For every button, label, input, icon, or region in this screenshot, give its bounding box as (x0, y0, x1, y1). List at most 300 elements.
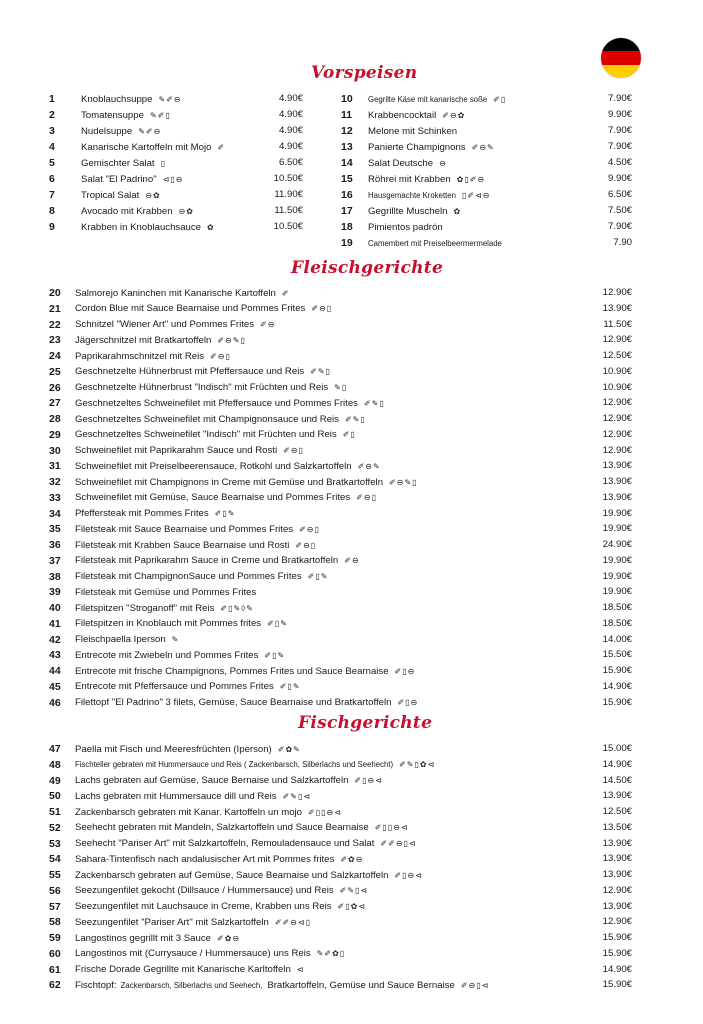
menu-item-price: 7.90 (613, 237, 632, 248)
menu-item-price: 13.90€ (602, 476, 632, 487)
menu-item (49, 141, 225, 153)
menu-item-price: 14.90€ (602, 680, 632, 692)
menu-item-price: 13.90€ (602, 900, 632, 912)
menu-item-name: Zackenbarsch gebraten auf Gemüse, Sauce Bearnaise und Salzkartoffeln (75, 869, 389, 881)
menu-item-name: Fischtopf: (75, 979, 117, 991)
menu-item-price: 6.50€ (278, 157, 303, 168)
menu-item (49, 901, 366, 913)
flag-stripe-gold (601, 65, 641, 78)
menu-item (49, 665, 415, 677)
menu-item-name: Entrecote mit Zwiebeln und Pommes Frites (75, 649, 259, 661)
menu-item-price: 15.90€ (602, 665, 632, 676)
menu-item-number: 40 (49, 602, 61, 614)
menu-item-number: 7 (49, 189, 55, 201)
menu-item-number: 13 (341, 141, 353, 153)
menu-item-price: 13.90€ (602, 460, 632, 472)
menu-item-price: 7.50€ (607, 205, 632, 216)
menu-item-price: 19.90€ (602, 523, 632, 535)
menu-item (341, 93, 506, 105)
allergen-icons: ✐ (281, 288, 290, 298)
allergen-icons: ✎✐✿▯ (316, 949, 346, 959)
menu-item-number: 62 (49, 979, 61, 992)
menu-item-price: 13.90€ (602, 837, 632, 849)
allergen-icons: ✐✿⊖ (217, 933, 241, 943)
menu-item-number: 24 (49, 350, 61, 362)
menu-item (49, 303, 332, 315)
menu-item-price: 19.90€ (602, 507, 632, 519)
menu-item-name: Pfeffersteak mit Pommes Frites (75, 508, 209, 519)
allergen-icons: ✐⊖▯⊲ (460, 980, 490, 990)
menu-item (49, 157, 166, 169)
menu-item-number: 51 (49, 806, 61, 818)
allergen-icons: ✐⊖ (344, 556, 360, 566)
menu-item (49, 287, 290, 299)
menu-item-number: 56 (49, 884, 61, 897)
menu-item-price: 7.90€ (607, 125, 632, 136)
menu-item-number: 59 (49, 932, 61, 944)
menu-item (49, 697, 418, 709)
menu-item-name: Seehecht "Pariser Art" mit Salzkartoffeln, Remouladensauce und Salat (75, 838, 375, 849)
allergen-icons: ✐✎▯⊲ (282, 791, 312, 801)
menu-item-number: 57 (49, 900, 61, 913)
menu-item (49, 523, 320, 535)
section-title-vorspeisen: Vorspeisen (311, 63, 418, 83)
menu-item-number: 50 (49, 790, 61, 803)
menu-item-name: Tropical Salat (81, 189, 140, 201)
menu-item (49, 460, 381, 472)
allergen-icons: ✐▯⊖⊲ (394, 870, 423, 880)
menu-item-price: 4.90€ (278, 93, 303, 104)
menu-item-number: 35 (49, 523, 61, 536)
allergen-icons: ▯ (160, 158, 166, 168)
allergen-icons: ✐✐⊖▯⊲ (380, 839, 417, 848)
allergen-icons: ✐✎▯ (310, 367, 331, 377)
menu-item-name: Fischteller gebraten mit Hummersauce und Reis ( Zackenbarsch, Silberlachs und Seehecht) (75, 760, 394, 770)
menu-item-price: 15.90€ (602, 932, 632, 943)
menu-item-name: Seezungenfilet "Pariser Art" mit Salzkartoffeln (75, 916, 269, 928)
menu-item (341, 141, 495, 153)
menu-item-number: 1 (49, 93, 55, 105)
menu-item-number: 39 (49, 586, 61, 599)
menu-item-number: 15 (341, 173, 353, 185)
allergen-icons: ✐⊖▯ (210, 351, 231, 361)
menu-item-price: 13.90€ (602, 869, 632, 880)
menu-item-price: 7.90€ (607, 221, 632, 232)
menu-item-number: 28 (49, 413, 61, 425)
menu-item-number: 27 (49, 397, 61, 410)
menu-item (49, 539, 316, 551)
menu-item-name: Nudelsuppe (81, 125, 133, 137)
allergen-icons: ✐⊖✎▯ (217, 335, 246, 345)
menu-item (49, 948, 345, 960)
allergen-icons: ▯✐⊲⊖ (461, 190, 491, 200)
menu-item (49, 189, 161, 201)
menu-item-number: 20 (49, 287, 61, 299)
menu-item (49, 806, 342, 818)
menu-item (49, 125, 161, 137)
menu-item-name: Avocado mit Krabben (81, 205, 173, 217)
menu-item-number: 44 (49, 665, 61, 677)
menu-item-price: 12.90€ (602, 444, 632, 456)
menu-item-price: 7.90€ (607, 93, 632, 104)
allergen-icons: ✐⊖▯ (356, 493, 377, 503)
menu-item-name: Langostinos mit (Currysauce / Hummersauce) uns Reis (75, 948, 311, 960)
menu-item-number: 33 (49, 491, 61, 504)
menu-item-name: Gegrillte Muscheln (368, 205, 448, 217)
menu-item-name: Paprikarahmschnitzel mit Reis (75, 350, 205, 362)
menu-item-name: Geschnetzeltes Schweinefilet mit Champignonsauce und Reis (75, 413, 339, 425)
menu-item-number: 14 (341, 157, 353, 169)
menu-item (341, 109, 465, 121)
menu-item-name: Filetsteak mit Krabben Sauce Bearnaise und Rosti (75, 539, 290, 551)
menu-item-price: 18.50€ (602, 617, 632, 629)
allergen-icons: ✐⊖✿ (442, 110, 466, 120)
menu-item-name: Langostinos gegrillt mit 3 Sauce (75, 932, 211, 944)
menu-item-number: 11 (341, 109, 353, 121)
menu-item-number: 47 (49, 743, 61, 755)
allergen-icons: ✐▯⊖⊲ (354, 776, 383, 785)
menu-item (49, 205, 194, 217)
menu-item-name: Cordon Blue mit Sauce Bearnaise und Pommes Frites (75, 303, 306, 315)
menu-item-name: Schweinefilet mit Gemüse, Sauce Bearnaise und Pommes Frites (75, 492, 351, 504)
menu-item-name: Salat "El Padrino" (81, 173, 157, 185)
menu-item-name: Geschnetzeltes Schweinefilet mit Pfeffersauce und Pommes Frites (75, 397, 358, 409)
menu-item-number: 41 (49, 617, 61, 630)
menu-item (341, 125, 457, 137)
menu-item-price: 14.50€ (602, 774, 632, 786)
flag-stripe-black (601, 38, 641, 51)
menu-item-number: 60 (49, 947, 61, 960)
allergen-icons: ✐✎▯✿⊲ (399, 760, 436, 770)
menu-item-price: 12.90€ (602, 397, 632, 409)
menu-item-number: 49 (49, 774, 61, 787)
menu-item-price: 13.90€ (602, 302, 632, 314)
menu-item-number: 21 (49, 302, 61, 315)
menu-item-number: 32 (49, 476, 61, 488)
menu-item (49, 932, 240, 944)
menu-item (49, 334, 246, 346)
menu-item-name: Schnitzel "Wiener Art" und Pommes Frites (75, 319, 255, 330)
menu-item-price: 19.90€ (602, 554, 632, 566)
allergen-icons: ✐✎▯ (363, 398, 385, 408)
menu-item-name: Sahara-Tintenfisch nach andalusischer Art mit Pommes frites (75, 853, 335, 865)
menu-item (341, 173, 485, 185)
menu-item (49, 366, 331, 378)
menu-item-number: 10 (341, 93, 353, 105)
menu-item (49, 822, 409, 834)
menu-item-price: 13.50€ (602, 821, 632, 833)
allergen-icons: ⊖✿ (178, 206, 194, 216)
menu-item-name: Filetsteak mit ChampignonSauce und Pommes Frites (75, 571, 302, 582)
menu-item (49, 508, 235, 520)
menu-item (341, 189, 491, 201)
menu-item-price: 13.90€ (602, 790, 632, 802)
menu-item-number: 30 (49, 444, 61, 457)
allergen-icons: ⊖✿ (145, 190, 161, 200)
menu-item-name: Filetspitzen in Knoblauch mit Pommes frites (75, 618, 262, 630)
menu-item-number: 45 (49, 680, 61, 693)
menu-item-price: 10.90€ (602, 381, 632, 393)
menu-item (49, 853, 363, 865)
menu-item (49, 775, 383, 787)
menu-item-name: Tomatensuppe (81, 109, 144, 121)
allergen-icons: ✐✎▯⊲ (339, 886, 369, 896)
german-flag-icon (601, 38, 641, 78)
menu-item-name: Seezungenfilet mit Lauchsauce in Creme, Krabben uns Reis (75, 901, 332, 912)
allergen-icons: ✎▯ (334, 383, 348, 392)
allergen-icons: ⊖ (439, 158, 447, 168)
menu-item-number: 58 (49, 916, 61, 929)
menu-item (49, 555, 360, 567)
menu-item (49, 838, 417, 850)
menu-item (49, 221, 215, 233)
menu-item (341, 205, 461, 217)
menu-item-price: 12.50€ (602, 350, 632, 361)
allergen-icons: ✐⊖✎ (471, 142, 495, 152)
menu-item-number: 18 (341, 221, 353, 233)
menu-item (49, 109, 171, 121)
menu-item-number: 3 (49, 125, 55, 137)
menu-item-name: Camembert mit Preiselbeermermelade (368, 238, 502, 248)
menu-item-price: 19.90€ (602, 586, 632, 598)
section-title-fleischgerichte: Fleischgerichte (291, 258, 444, 278)
menu-item-number: 19 (341, 237, 353, 249)
menu-item-price: 4.90€ (278, 109, 303, 120)
menu-item-name: Salat Deutsche (368, 157, 434, 169)
allergen-icons: ✐⊖▯ (283, 446, 304, 455)
menu-item-number: 6 (49, 173, 55, 185)
menu-item-price: 7.90€ (607, 141, 632, 152)
menu-item (49, 618, 288, 630)
allergen-icons: ✐▯✎◊✎ (220, 603, 254, 613)
menu-item-name: Filetsteak mit Sauce Bearnaise und Pommes Frites (75, 523, 294, 535)
menu-item (49, 759, 435, 771)
menu-item-price: 10.50€ (273, 173, 303, 184)
allergen-icons: ✐▯✎ (264, 650, 286, 660)
allergen-icons: ✐✐⊖⊲▯ (274, 917, 312, 927)
menu-item-number: 2 (49, 109, 55, 121)
menu-item-name: Gegrilte Käse mit kanarische soße (368, 94, 488, 104)
menu-item-name: Krabben in Knoblauchsauce (81, 221, 202, 233)
menu-item-name: Schweinefilet mit Paprikarahm Sauce und Rosti (75, 445, 278, 456)
menu-item-number: 61 (49, 963, 61, 976)
menu-item-price: 10.90€ (602, 365, 632, 377)
menu-item-number: 52 (49, 821, 61, 834)
menu-item-name: Salmorejo Kaninchen mit Kanarische Kartoffeln (75, 287, 276, 299)
menu-item-number: 55 (49, 869, 61, 881)
menu-item-name: Schweinefilet mit Preiselbeerensauce, Rotkohl und Salzkartoffeln (75, 460, 352, 472)
menu-item (49, 869, 423, 881)
menu-item-price: 14.90€ (602, 758, 632, 770)
menu-item-price: 11.90€ (274, 189, 303, 200)
menu-item-name: Entrecote mit Pfeffersauce und Pommes Frites (75, 681, 274, 693)
menu-item (49, 790, 311, 802)
menu-item-name: Seezungenfilet gekocht (Dillsauce / Hummersauce) und Reis (75, 885, 334, 897)
menu-item-number: 17 (341, 205, 353, 217)
menu-item-name: Seehecht gebraten mit Mandeln, Salzkartoffeln und Sauce Bearnaise (75, 822, 369, 834)
menu-item-price: 4.90€ (278, 125, 303, 136)
menu-item (49, 964, 304, 976)
menu-item-name: Lachs gebraten mit Hummersauce dill und Reis (75, 790, 277, 802)
menu-item-name: Paella mit Fisch und Meeresfrüchten (Iperson) (75, 743, 272, 755)
menu-item-price: 9.90€ (607, 173, 632, 184)
allergen-icons: ✿ (453, 206, 462, 216)
menu-item-price: 4.90€ (278, 141, 303, 152)
menu-item (49, 397, 385, 409)
allergen-icons: ✐▯▯⊖⊲ (308, 807, 342, 817)
menu-item (49, 492, 377, 504)
menu-item-name: Gemischter Salat (81, 157, 155, 169)
allergen-icons: ✐▯ (493, 94, 507, 104)
menu-item-number: 48 (49, 758, 61, 771)
menu-item (341, 221, 443, 233)
menu-item-number: 38 (49, 570, 61, 583)
allergen-icons: ✎✐⊖ (138, 126, 162, 136)
menu-item-detail-rest: Bratkartoffeln, Gemüse und Sauce Bernaise (267, 979, 455, 991)
allergen-icons: ✐▯▯⊖⊲ (374, 823, 409, 833)
menu-item-number: 16 (341, 189, 353, 201)
allergen-icons: ✿▯✐⊖ (456, 174, 486, 184)
menu-item-price: 11.50€ (274, 205, 303, 216)
allergen-icons: ⊲▯⊖ (162, 174, 184, 184)
menu-item (49, 93, 182, 105)
menu-item-name: Entrecote mit frische Champignons, Pommes Frites und Sauce Bearnaise (75, 665, 389, 677)
allergen-icons: ✎✐▯ (149, 110, 171, 120)
menu-item-name: Filetsteak mit Paprikarahm Sauce in Creme und Bratkartoffeln (75, 555, 339, 567)
menu-item-number: 23 (49, 334, 61, 347)
menu-item-number: 36 (49, 539, 61, 551)
menu-item-price: 19.90€ (602, 570, 632, 582)
menu-item-name: Zackenbarsch gebraten mit Kanar. Kartoffeln un mojo (75, 806, 303, 818)
allergen-icons: ✐⊖✎▯ (389, 477, 418, 487)
menu-item (49, 429, 356, 441)
menu-item-number: 43 (49, 649, 61, 662)
menu-item (49, 916, 311, 928)
menu-item (49, 649, 285, 661)
menu-item-price: 10.50€ (273, 221, 303, 232)
menu-item (341, 237, 502, 249)
menu-item-price: 12.90€ (602, 428, 632, 440)
allergen-icons: ✿ (207, 222, 215, 232)
menu-item-price: 12.90€ (602, 413, 632, 424)
menu-item-name: Geschnetzelte Hühnerbrust mit Pfeffersauce und Reis (75, 366, 305, 378)
menu-item (49, 571, 328, 583)
menu-item-price: 12.50€ (602, 806, 632, 817)
allergen-icons: ✐✎▯ (344, 414, 366, 424)
section-title-fischgerichte: Fischgerichte (298, 713, 433, 733)
allergen-icons: ✐⊖▯ (299, 524, 320, 534)
menu-item-name: Jägerschnitzel mit Bratkartoffeln (75, 334, 212, 346)
menu-item (49, 350, 231, 362)
allergen-icons: ✐ (217, 142, 226, 152)
allergen-icons: ✐▯✎ (214, 509, 236, 518)
menu-item-price: 14.00€ (602, 633, 632, 645)
menu-item-price: 12.90€ (602, 334, 632, 346)
allergen-icons: ✎✐⊖ (158, 94, 182, 104)
menu-item-price: 15.90€ (602, 947, 632, 959)
menu-item-number: 26 (49, 381, 61, 394)
allergen-icons: ⊲ (296, 965, 305, 974)
menu-item (49, 602, 254, 614)
menu-item-name: Lachs gebraten auf Gemüse, Sauce Bernaise und Salzkartoffeln (75, 775, 349, 786)
menu-item (49, 445, 304, 457)
menu-item-number: 5 (49, 157, 55, 169)
menu-item-name: Filetsteak mit Gemüse und Pommes Frites (75, 586, 257, 598)
menu-item-number: 8 (49, 205, 55, 217)
allergen-icons: ✐⊖▯ (295, 540, 317, 550)
allergen-icons: ✐✿✎ (277, 744, 301, 754)
menu-item-price: 15.00€ (602, 743, 632, 754)
flag-stripe-red (601, 51, 641, 64)
allergen-icons: ✐▯✎ (307, 572, 329, 581)
menu-item-number: 34 (49, 507, 61, 520)
menu-item (49, 634, 179, 646)
menu-item-name: Filetspitzen "Stroganoff" mit Reis (75, 602, 215, 614)
menu-item-name: Kanarische Kartoffeln mit Mojo (81, 141, 212, 153)
menu-item-name: Melone mit Schinken (368, 125, 458, 137)
menu-item-price: 4.50€ (607, 157, 632, 168)
allergen-icons: ✐▯✎ (279, 682, 301, 692)
menu-item-number: 54 (49, 853, 61, 866)
menu-item-name: Hausgemachte Kroketten (368, 190, 456, 200)
menu-item-name: Röhrei mit Krabben (368, 173, 451, 185)
menu-item-name: Knoblauchsuppe (81, 93, 153, 105)
menu-item-name: Krabbencocktail (368, 109, 437, 121)
menu-item-number: 46 (49, 696, 61, 709)
menu-item-price: 12.90€ (602, 884, 632, 896)
menu-item (49, 382, 347, 394)
menu-item-number: 12 (341, 125, 353, 137)
menu-item-number: 42 (49, 633, 61, 646)
menu-item-number: 9 (49, 221, 55, 233)
menu-item-name: Geschnetzeltes Schweinefilet "Indisch" mit Früchten und Reis (75, 429, 337, 441)
menu-item (49, 476, 418, 488)
menu-item (49, 681, 301, 693)
menu-item-price: 9.90€ (607, 109, 632, 120)
menu-item-number: 53 (49, 837, 61, 850)
allergen-icons: ✐⊖ (260, 320, 276, 329)
allergen-icons: ✐⊖▯ (311, 304, 333, 314)
menu-item (49, 413, 366, 425)
menu-item-number: 31 (49, 460, 61, 473)
allergen-icons: ✐✿⊖ (340, 854, 364, 864)
allergen-icons: ✐▯⊖ (394, 666, 416, 676)
menu-item-number: 25 (49, 365, 61, 378)
allergen-icons: ✐▯⊖ (397, 698, 419, 707)
menu-item (49, 743, 301, 755)
menu-item (49, 173, 183, 185)
menu-item-price: 6.50€ (607, 189, 632, 200)
menu-item-price: 15.90€ (602, 979, 632, 991)
menu-item-price: 24.90€ (602, 539, 632, 550)
menu-item-price: 15.50€ (602, 649, 632, 661)
menu-item-price: 12.90€ (602, 916, 632, 928)
menu-item-number: 37 (49, 554, 61, 567)
allergen-icons: ✐▯✿⊲ (337, 902, 367, 911)
menu-item (341, 157, 447, 169)
allergen-icons: ✐▯✎ (267, 619, 288, 629)
allergen-icons: ✎ (171, 635, 180, 644)
menu-item-name: Schweinefilet mit Champignons in Creme mit Gemüse und Bratkartoffeln (75, 476, 384, 488)
menu-item-detail: Zackenbarsch, Silberlachs und Seehech, (120, 980, 263, 990)
menu-item-number: 22 (49, 318, 61, 331)
menu-item-price: 15.90€ (602, 696, 632, 708)
menu-item (49, 586, 256, 598)
menu-item-name: Geschnetzelte Hühnerbrust "Indisch" mit Früchten und Reis (75, 382, 329, 393)
menu-item-number: 4 (49, 141, 55, 153)
allergen-icons: ✐▯ (342, 430, 356, 440)
menu-item-price: 18.50€ (602, 602, 632, 613)
